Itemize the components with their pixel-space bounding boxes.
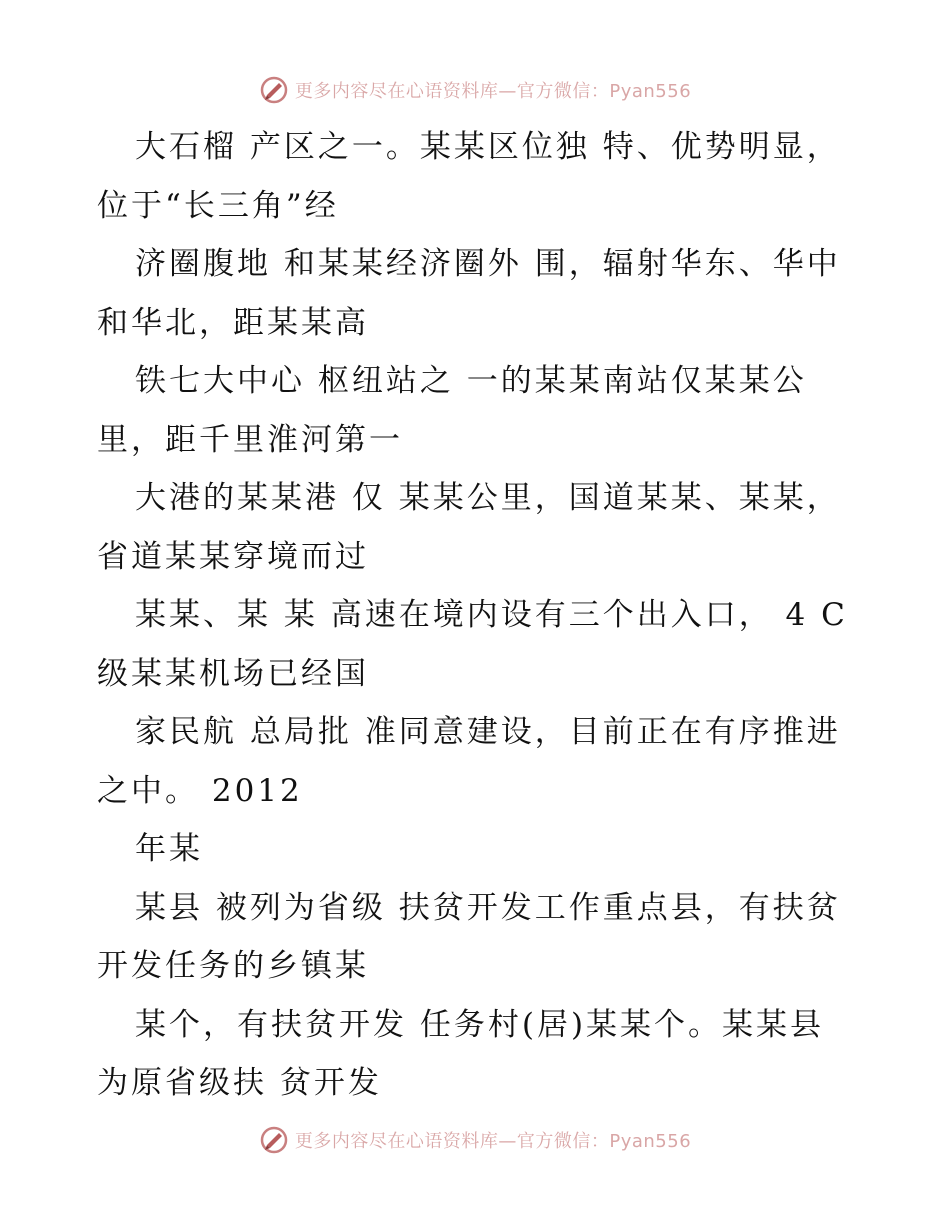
text-line: 之中。 2012: [97, 772, 303, 809]
text-line: 某某、某 某 高速在境内设有三个出入口， 4 C: [135, 597, 848, 633]
text-line: 大港的某某港 仅 某某公里，国道某某、某某，: [135, 480, 841, 516]
brand-logo-icon: [259, 75, 289, 105]
text-line: 年某: [135, 831, 203, 867]
text-line: 省道某某穿境而过: [97, 538, 369, 575]
text-line: 某县 被列为省级 扶贫开发工作重点县，有扶贫: [135, 889, 841, 926]
text-line: 级某某机场已经国: [97, 655, 369, 692]
text-line: 大石榴 产区之一。某某区位独 特、优势明显，: [135, 129, 841, 165]
text-line: 为原省级扶 贫开发: [97, 1065, 382, 1101]
watermark-text: 更多内容尽在心语资料库—官方微信：Pyan556: [294, 1131, 692, 1152]
text-line: 铁七大中心 枢纽站之 一的某某南站仅某某公: [135, 363, 807, 399]
watermark-header: [0, 72, 950, 108]
watermark-text: 更多内容尽在心语资料库—官方微信：Pyan556: [294, 81, 692, 102]
text-line: 济圈腹地 和某某经济圈外 围，辐射华东、华中: [135, 246, 841, 282]
text-line: 开发任务的乡镇某: [97, 948, 369, 984]
text-line: 位于“长三角”经: [97, 187, 339, 224]
text-line: 和华北，距某某高: [97, 304, 369, 341]
document-body: [97, 118, 857, 1113]
brand-logo-icon: [259, 1125, 289, 1155]
text-line: 家民航 总局批 准同意建设，目前正在有序推进: [135, 714, 841, 750]
watermark-footer: [0, 1122, 950, 1158]
text-line: 某个，有扶贫开发 任务村(居)某某个。某某县: [135, 1006, 825, 1043]
text-line: 里，距千里淮河第一: [97, 421, 403, 458]
